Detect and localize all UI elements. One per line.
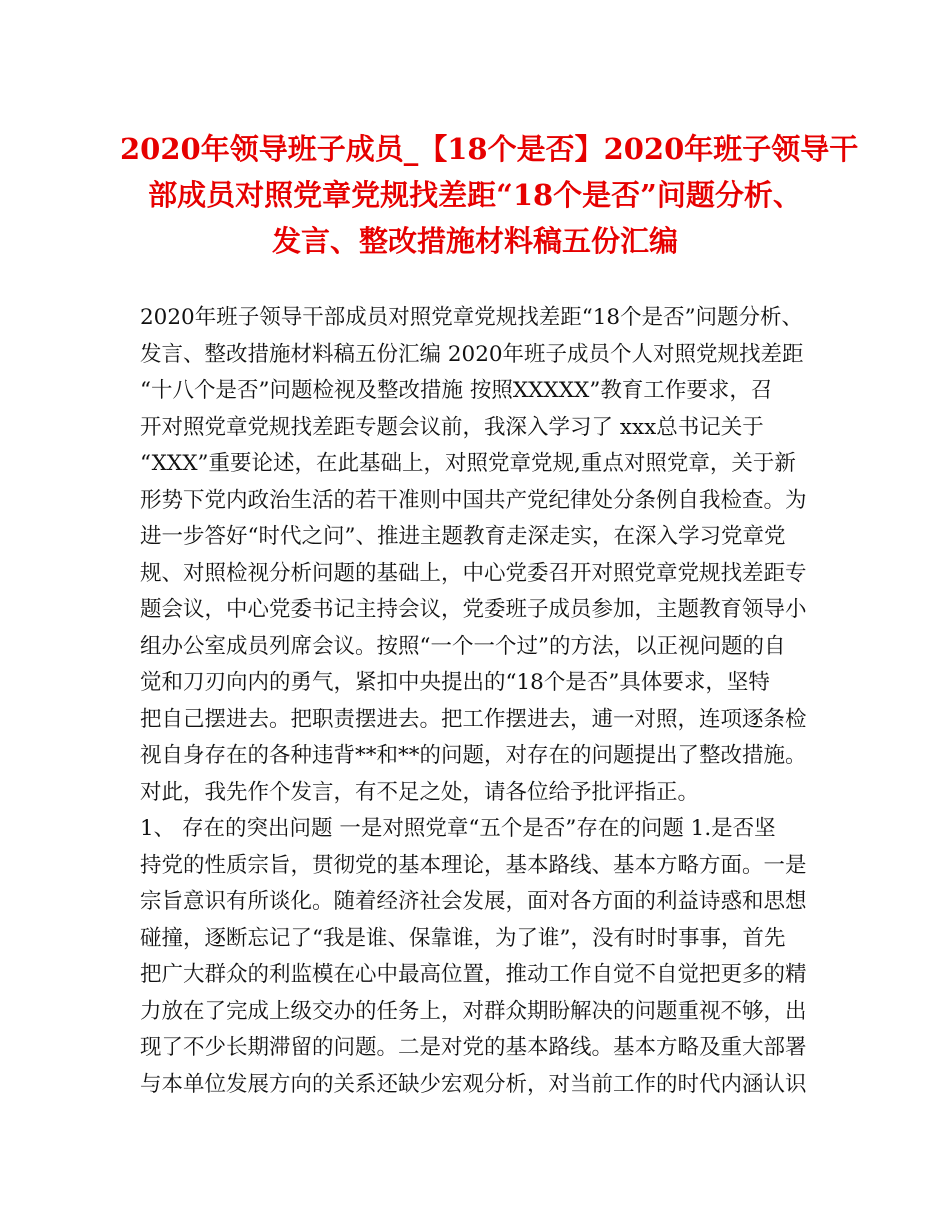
- body-line: 规、对照检视分析问题的基础上，中心党委召开对照党章党规找差距专: [140, 560, 807, 586]
- body-line: “十八个是否”问题检视及整改措施 按照XXXXX”教育工作要求，召: [140, 378, 773, 403]
- body-line: 1、 存在的突出问题 一是对照党章“五个是否”存在的问题 1.是否坚: [140, 816, 776, 841]
- body-line: 视自身存在的各种违背**和**的问题，对存在的问题提出了整改措施。: [140, 743, 807, 768]
- body-line: 发言、整改措施材料稿五份汇编 2020年班子成员个人对照党规找差距: [140, 341, 804, 367]
- body-line: 题会议，中心党委书记主持会议，党委班子成员参加，主题教育领导小: [140, 597, 807, 622]
- body-line: 进一步答好“时代之问”、推进主题教育走深走实，在深入学习党章党: [140, 524, 786, 549]
- body-line: 开对照党章党规找差距专题会议前，我深入学习了 xxx总书记关于: [140, 414, 764, 440]
- body-line: 与本单位发展方向的关系还缺少宏观分析，对当前工作的时代内涵认识: [140, 1071, 807, 1097]
- body-line: 对此，我先作个发言，有不足之处，请各位给予批评指正。: [140, 779, 700, 805]
- document-body: [140, 300, 830, 1103]
- title-line: 部成员对照党章党规找差距“18个是否”问题分析、: [148, 178, 802, 212]
- body-line: 觉和刀刃向内的勇气，紧扣中央提出的“18个是否”具体要求，坚特: [140, 670, 770, 695]
- title-line: 2020年领导班子成员_【18个是否】2020年班子领导干: [120, 132, 859, 166]
- document-title: [120, 126, 859, 264]
- body-line: 形势下党内政治生活的若干准则中国共产党纪律处分条例自我检查。为: [140, 487, 807, 513]
- body-line: 现了不少长期滞留的问题。二是对党的基本路线。基本方略及重大部署: [140, 1035, 807, 1060]
- title-line: 发言、整改措施材料稿五份汇编: [271, 224, 678, 258]
- body-line: 组办公室成员列席会议。按照“一个一个过”的方法，以正视问题的自: [140, 633, 786, 659]
- body-line: 2020年班子领导干部成员对照党章党规找差距“18个是否”问题分析、: [140, 305, 804, 330]
- body-line: 力放在了完成上级交办的任务上，对群众期盼解决的问题重视不够，出: [140, 998, 807, 1024]
- body-line: 碰撞，逐断忘记了“我是谁、保靠谁，为了谁”，没有时时事事，首先: [140, 925, 786, 951]
- body-line: 持党的性质宗旨，贯彻党的基本理论，基本路线、基本方略方面。一是: [140, 852, 807, 878]
- body-line: 把广大群众的利监模在心中最高位置，推动工作自觉不自觉把更多的精: [140, 962, 807, 987]
- body-line: 把自己摆进去。把职责摆进去。把工作摆进去，逋一对照，连项逐条检: [140, 706, 807, 732]
- body-line: “XXX”重要论述，在此基础上，对照党章党规,重点对照党章，关于新: [140, 451, 796, 476]
- body-line: 宗旨意识有所谈化。随着经济社会发展，面对各方面的利益诗惑和思想: [140, 889, 807, 914]
